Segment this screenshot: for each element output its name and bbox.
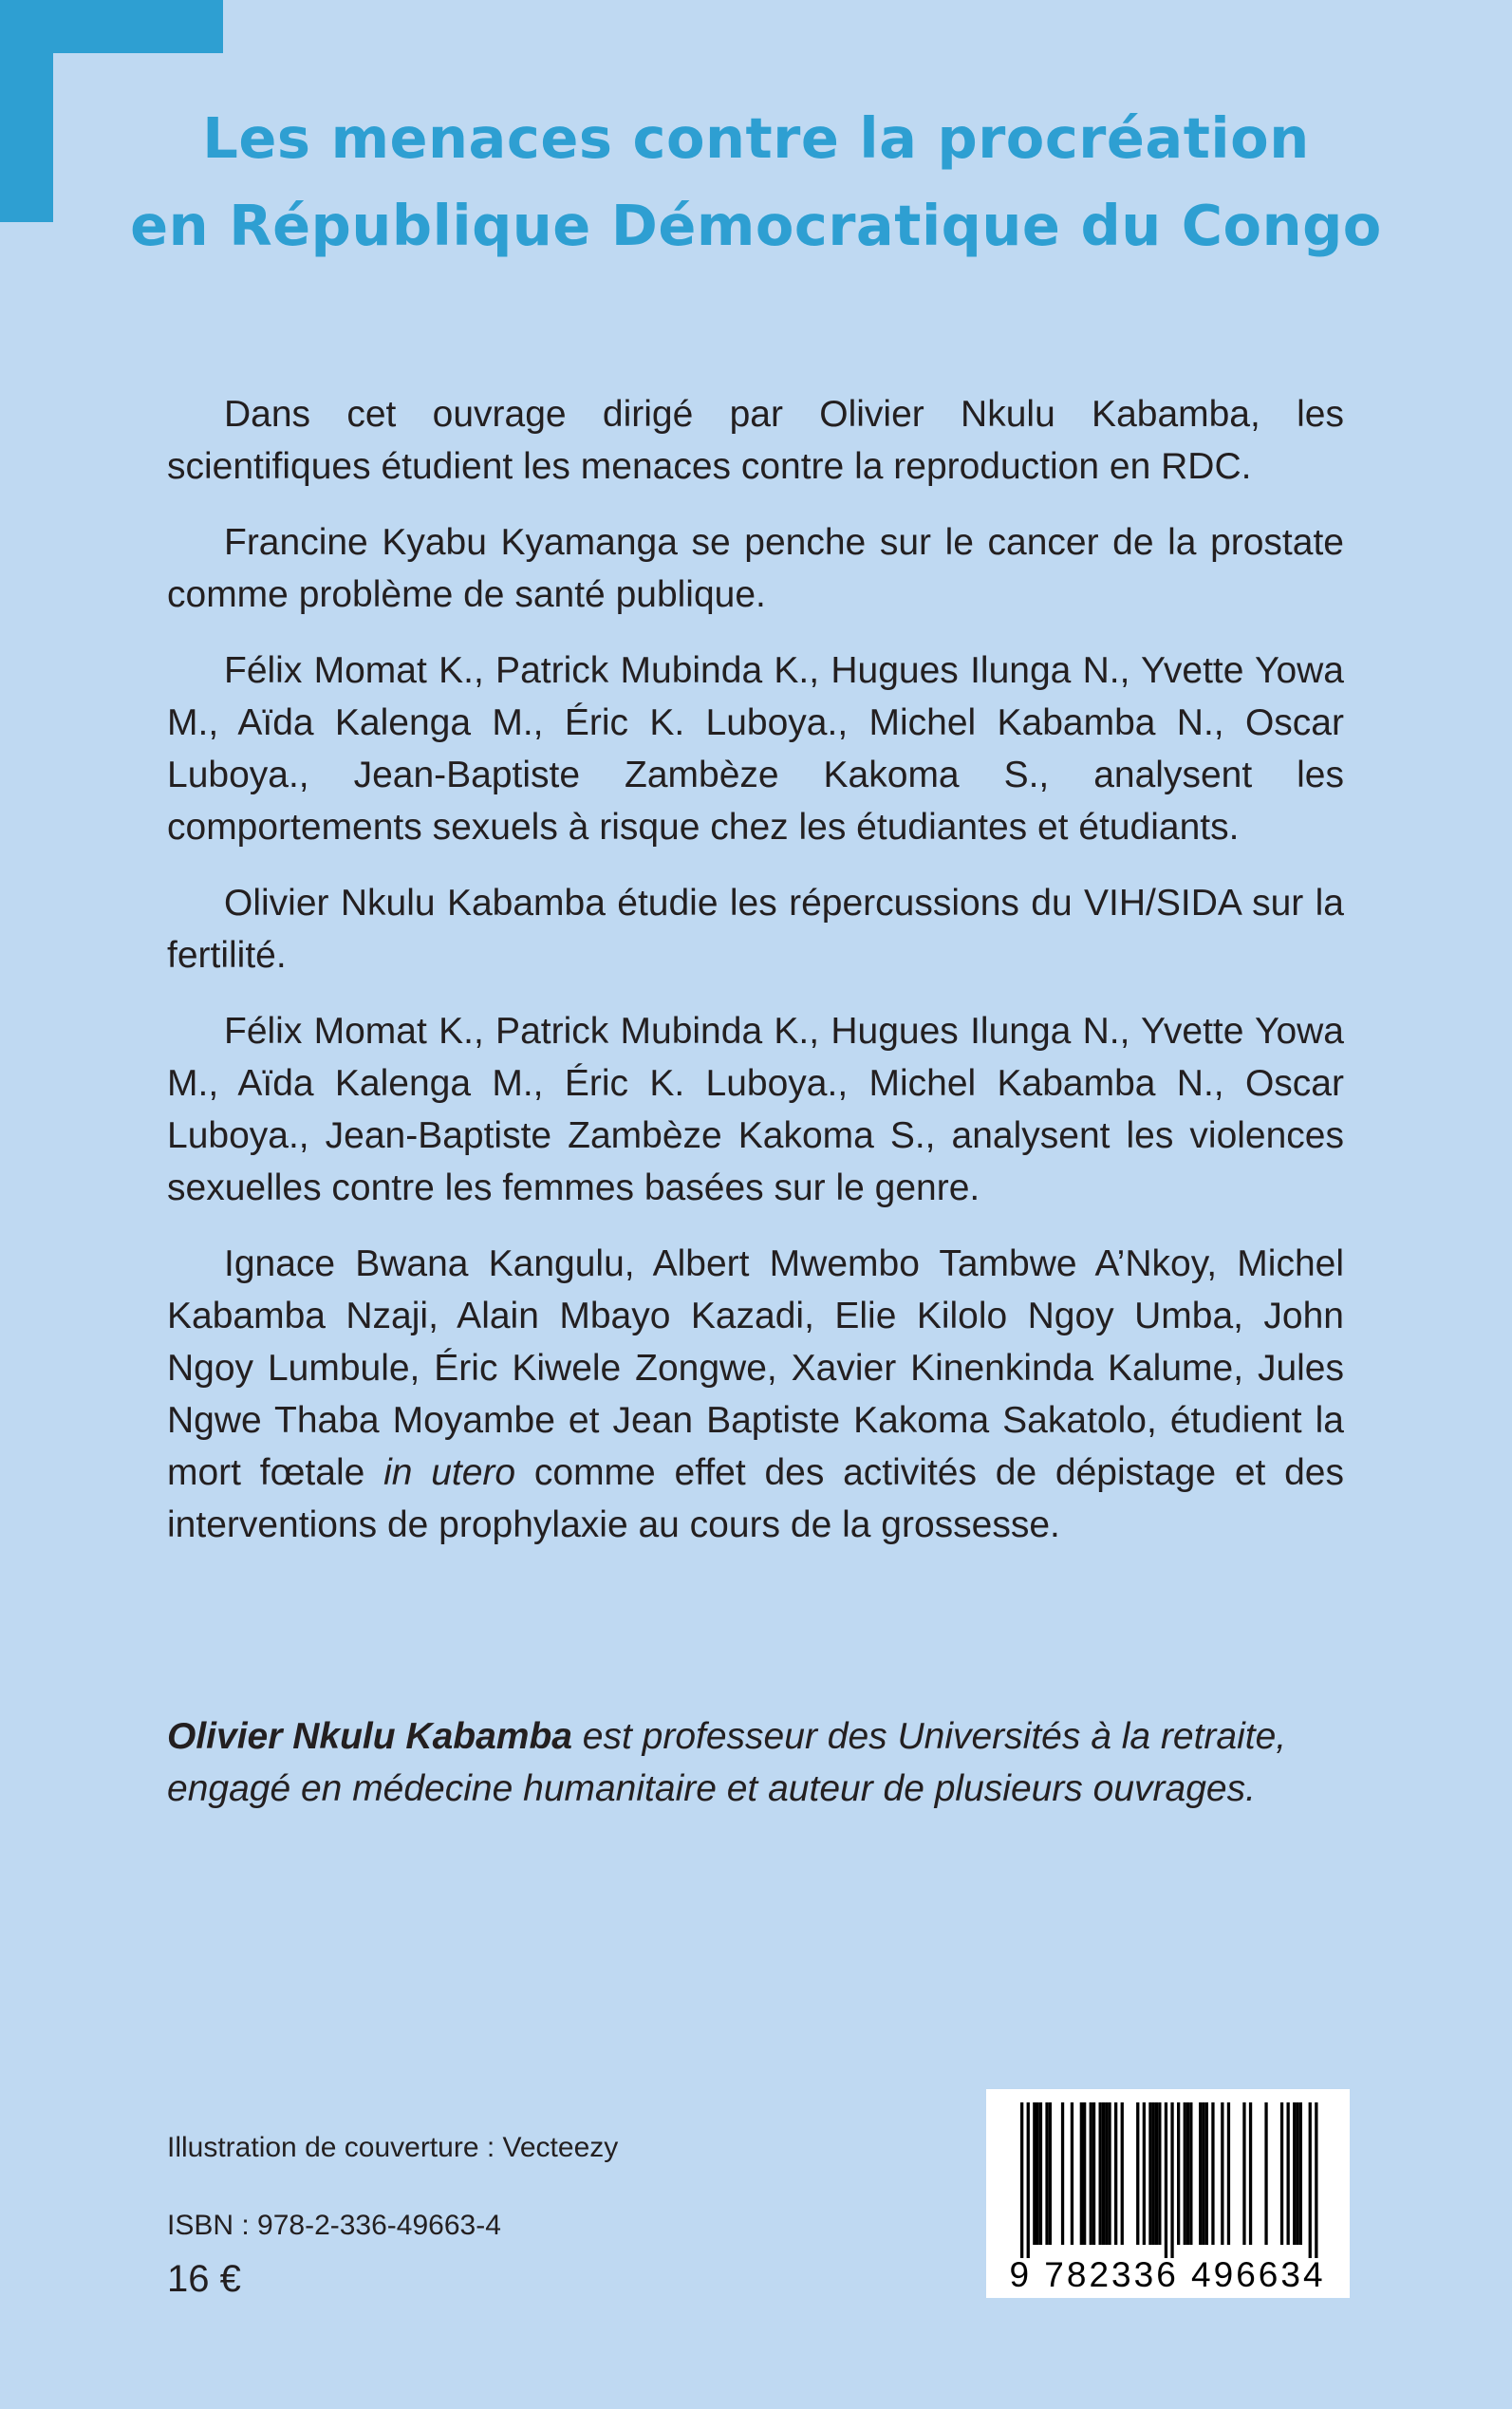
barcode-bar <box>1071 2102 1073 2245</box>
barcode-bar <box>1299 2102 1302 2245</box>
book-title <box>0 95 1512 270</box>
barcode-bar <box>1221 2102 1223 2245</box>
barcode-bar <box>1287 2102 1290 2245</box>
barcode-bar <box>1211 2102 1214 2245</box>
barcode-bar <box>1102 2102 1105 2245</box>
book-title-line-1: Les menaces contre la procréation <box>202 105 1310 171</box>
barcode-bars <box>1020 2102 1318 2258</box>
summary-paragraph: Olivier Nkulu Kabamba étudie les répercussions du VIH/SIDA sur la fertilité. <box>167 883 1344 976</box>
barcode-bar <box>1027 2102 1030 2258</box>
barcode-bar <box>1036 2102 1039 2245</box>
barcode-bar <box>1227 2102 1230 2245</box>
barcode-bar <box>1242 2102 1245 2245</box>
barcode-bar <box>1296 2102 1298 2245</box>
barcode-bar <box>1114 2102 1117 2245</box>
barcode-bar <box>1099 2102 1102 2245</box>
barcode <box>986 2089 1350 2298</box>
summary-text-run: Ignace Bwana Kangulu, Albert Mwembo Tambwe A’Nkoy, Michel Kabamba Nzaji, Alain Mbayo Kazadi, Elie Kilolo Ngoy Umba, John Ngoy Lumbule, Éric Kiwele Zongwe, Xavier Kinenkinda Kalume, Jules Ngwe Thaba Moyambe et Jean Baptiste Kakoma Sakatolo, étudient la mort fœtale <box>167 1243 1344 1493</box>
barcode-bar <box>1061 2102 1064 2245</box>
barcode-bar <box>1202 2102 1204 2245</box>
barcode-bar <box>1189 2102 1192 2245</box>
barcode-bar <box>1170 2102 1173 2258</box>
price: 16 € <box>167 2258 241 2300</box>
barcode-bar <box>1249 2102 1252 2245</box>
barcode-bar <box>1136 2102 1139 2245</box>
summary-paragraph: Dans cet ouvrage dirigé par Olivier Nkulu Kabamba, les scientifiques étudient les menaces contre la reproduction en RDC. <box>167 394 1344 487</box>
barcode-bar <box>1092 2102 1095 2245</box>
author-bio <box>167 1710 1344 1815</box>
summary-text-run: comme effet des activités de dépistage et des interventions de prophylaxie au cours de la grossesse. <box>167 1452 1345 1545</box>
barcode-bar <box>1184 2102 1186 2245</box>
barcode-bar <box>1033 2102 1036 2245</box>
barcode-bar <box>1293 2102 1296 2245</box>
author-bio-text: est professeur des Universités à la retraite, engagé en médecine humanitaire et auteur de plusieurs ouvrages. <box>167 1716 1287 1809</box>
author-name: Olivier Nkulu Kabamba <box>167 1716 572 1757</box>
barcode-bar <box>1199 2102 1202 2245</box>
barcode-bar <box>1039 2102 1042 2245</box>
barcode-graphic <box>986 2089 1350 2298</box>
barcode-bar <box>1186 2102 1189 2245</box>
summary-paragraph: Félix Momat K., Patrick Mubinda K., Hugues Ilunga N., Yvette Yowa M., Aïda Kalenga M., Éric K. Luboya., Michel Kabamba N., Oscar Luboya., Jean-Baptiste Zambèze Kakoma S., analysent les comportements sexuels à risque chez les étudiantes et étudiants. <box>167 650 1344 848</box>
barcode-bar <box>1205 2102 1208 2245</box>
summary-italic-term: in utero <box>383 1452 516 1493</box>
barcode-bar <box>1121 2102 1124 2245</box>
barcode-bar <box>1165 2102 1167 2258</box>
barcode-bar <box>1264 2102 1267 2245</box>
barcode-bar <box>1108 2102 1111 2245</box>
barcode-bar <box>1155 2102 1158 2245</box>
barcode-bar <box>1080 2102 1083 2245</box>
isbn: ISBN : 978-2-336-49663-4 <box>167 2210 501 2241</box>
cover-illustration-credit: Illustration de couverture : Vecteezy <box>167 2132 619 2163</box>
barcode-digits: 9 782336 496634 <box>1009 2255 1326 2294</box>
summary-paragraph: Francine Kyabu Kyamanga se penche sur le cancer de la prostate comme problème de santé publique. <box>167 522 1344 615</box>
book-title-line-2: en République Démocratique du Congo <box>130 193 1382 258</box>
summary-text <box>167 388 1344 1575</box>
barcode-bar <box>1143 2102 1146 2245</box>
barcode-bar <box>1045 2102 1048 2245</box>
summary-paragraph: Félix Momat K., Patrick Mubinda K., Hugues Ilunga N., Yvette Yowa M., Aïda Kalenga M., Éric K. Luboya., Michel Kabamba N., Oscar Luboya., Jean-Baptiste Zambèze Kakoma S., analysent les violences sexuelles contre les femmes basées sur le genre. <box>167 1011 1344 1208</box>
barcode-bar <box>1152 2102 1155 2245</box>
barcode-bar <box>1083 2102 1086 2245</box>
barcode-bar <box>1049 2102 1052 2245</box>
barcode-bar <box>1090 2102 1092 2245</box>
barcode-bar <box>1158 2102 1161 2245</box>
barcode-bar <box>1020 2102 1023 2258</box>
barcode-bar <box>1280 2102 1283 2245</box>
barcode-bar <box>1309 2102 1312 2258</box>
summary-paragraph-last <box>167 1238 1344 1551</box>
barcode-bar <box>1148 2102 1151 2245</box>
barcode-bar <box>1315 2102 1317 2258</box>
barcode-bar <box>1105 2102 1108 2245</box>
barcode-bar <box>1177 2102 1180 2245</box>
